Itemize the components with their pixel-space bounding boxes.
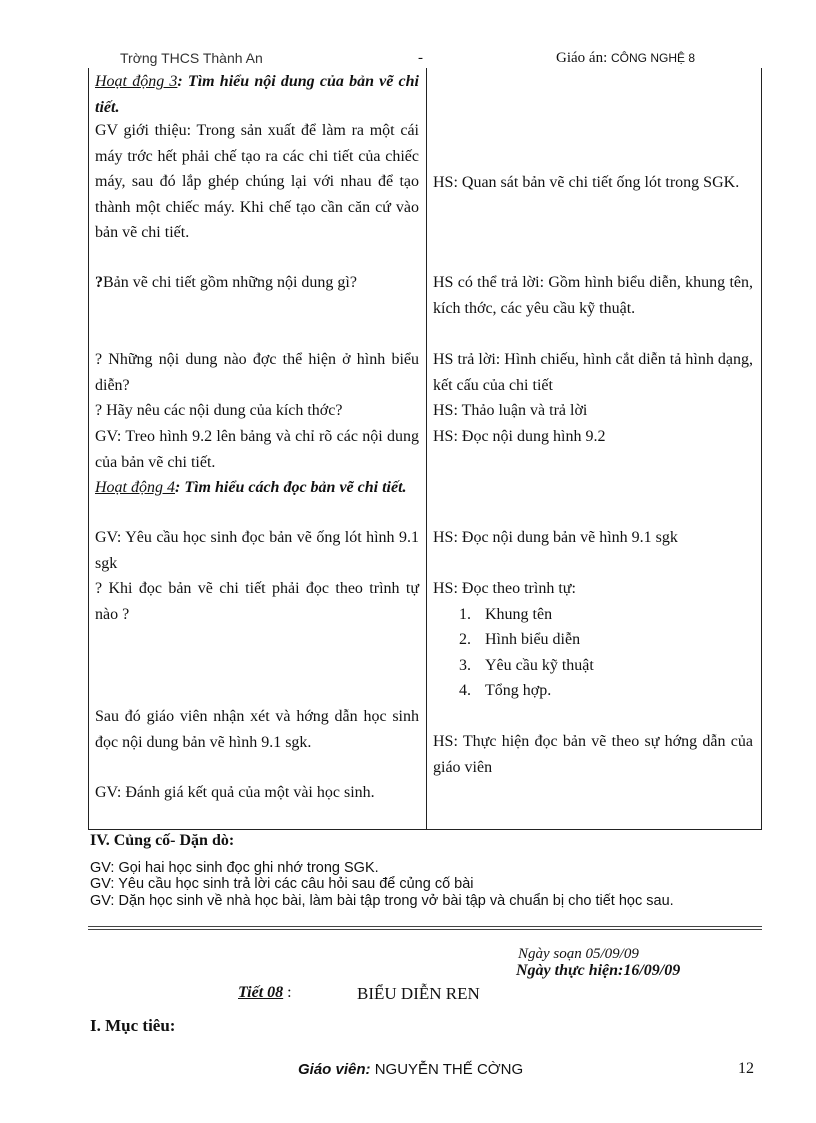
hs-response-1: HS: Quan sát bản vẽ chi tiết ống lót trong SGK. bbox=[433, 174, 740, 191]
divider-line bbox=[88, 926, 762, 927]
page-number: 12 bbox=[738, 1060, 754, 1077]
activity4-heading bbox=[95, 475, 419, 501]
activity4-title: : Tìm hiểu cách đọc bản vẽ chi tiết. bbox=[175, 479, 407, 496]
gv-line-2: GV: Yêu cầu học sinh trả lời các câu hỏi sau để củng cố bài bbox=[90, 876, 474, 892]
teacher-label: Giáo viên: bbox=[298, 1061, 371, 1078]
subject-name: CÔNG NGHỆ 8 bbox=[610, 51, 695, 65]
list-item: 2. Hình biểu diễn bbox=[475, 627, 753, 653]
hs-response-4: HS: Thảo luận và trả lời bbox=[433, 402, 588, 419]
gv-intro: GV giới thiệu: Trong sản xuất để làm ra một cái máy trớc hết phải chế tạo ra các chi tiết của chiếc máy, sau đó lắp ghép chúng lại với nhau để tạo thành một chiếc máy. Khi chế tạo cần căn cứ vào bản vẽ chi tiết. bbox=[95, 122, 419, 241]
muc-tieu-heading: I. Mục tiêu: bbox=[90, 1016, 176, 1035]
school-name: Trờng THCS Thành An bbox=[120, 50, 263, 66]
gv-line-3: GV: Dặn học sinh về nhà học bài, làm bài tập trong vở bài tập và chuẩn bị cho tiết học sau. bbox=[90, 893, 674, 909]
gv-line-1: GV: Gọi hai học sinh đọc ghi nhớ trong SGK. bbox=[90, 860, 379, 876]
tiet-number bbox=[238, 984, 292, 1002]
lesson-title: BIỂU DIỄN REN bbox=[357, 984, 480, 1003]
reading-steps bbox=[433, 602, 753, 704]
question-4: ? Khi đọc bản vẽ chi tiết phải đọc theo trình tự nào ? bbox=[95, 580, 419, 623]
tiet-label: Tiết 08 bbox=[238, 984, 284, 1001]
ngay-thuc-hien: Ngày thực hiện:16/09/09 bbox=[516, 962, 681, 979]
hs-response-8: HS: Thực hiện đọc bản vẽ theo sự hớng dẫn của giáo viên bbox=[433, 733, 753, 776]
list-item: 1. Khung tên bbox=[475, 602, 753, 628]
activity3-title: : Tìm hiểu nội dung của bản vẽ chi tiết. bbox=[95, 73, 420, 116]
sau-do: Sau đó giáo viên nhận xét và hớng dẫn học sinh đọc nội dung bản vẽ hình 9.1 sgk. bbox=[95, 708, 419, 751]
lesson-table bbox=[88, 68, 762, 830]
hs-response-3: HS trả lời: Hình chiếu, hình cắt diễn tả hình dạng, kết cấu của chi tiết bbox=[433, 351, 753, 394]
divider-line bbox=[88, 929, 762, 930]
question-1 bbox=[95, 270, 419, 296]
gv-danh-gia: GV: Đánh giá kết quả của một vài học sinh. bbox=[95, 784, 375, 801]
question-2: ? Những nội dung nào đợc thể hiện ở hình biểu diễn? bbox=[95, 351, 419, 394]
lesson-plan-header bbox=[556, 50, 695, 67]
ngay-soan: Ngày soạn 05/09/09 bbox=[518, 946, 639, 962]
question-1-text: Bản vẽ chi tiết gồm những nội dung gì? bbox=[103, 274, 357, 291]
activity3-label: Hoạt động 3 bbox=[95, 73, 178, 90]
footer-teacher bbox=[298, 1061, 523, 1078]
activity3-heading bbox=[95, 69, 419, 120]
hs-response-6: HS: Đọc nội dung bản vẽ hình 9.1 sgk bbox=[433, 529, 678, 546]
tiet-colon: : bbox=[283, 984, 292, 1001]
list-item: 3. Yêu cầu kỹ thuật bbox=[475, 653, 753, 679]
section-4-heading: IV. Củng cố- Dặn dò: bbox=[90, 832, 235, 849]
header-dash: - bbox=[418, 50, 423, 66]
list-item: 4. Tổng hợp. bbox=[475, 678, 753, 704]
question-3: ? Hãy nêu các nội dung của kích thớc? bbox=[95, 402, 343, 419]
activity4-label: Hoạt động 4 bbox=[95, 479, 175, 496]
lesson-label: Giáo án: bbox=[556, 50, 608, 66]
column-divider bbox=[426, 68, 427, 829]
gv-yeu-cau: GV: Yêu cầu học sinh đọc bản vẽ ống lót hình 9.1 sgk bbox=[95, 529, 419, 572]
gv-treo: GV: Treo hình 9.2 lên bảng và chỉ rõ các nội dung của bản vẽ chi tiết. bbox=[95, 428, 419, 471]
hs-response-2: HS có thể trả lời: Gồm hình biểu diễn, khung tên, kích thớc, các yêu cầu kỹ thuật. bbox=[433, 274, 753, 317]
question-mark: ? bbox=[95, 274, 103, 291]
hs-response-7-text: HS: Đọc theo trình tự: bbox=[433, 580, 576, 597]
hs-response-7 bbox=[433, 576, 753, 704]
teacher-name: NGUYỄN THẾ CỜNG bbox=[370, 1061, 524, 1078]
hs-response-5: HS: Đọc nội dung hình 9.2 bbox=[433, 428, 606, 445]
